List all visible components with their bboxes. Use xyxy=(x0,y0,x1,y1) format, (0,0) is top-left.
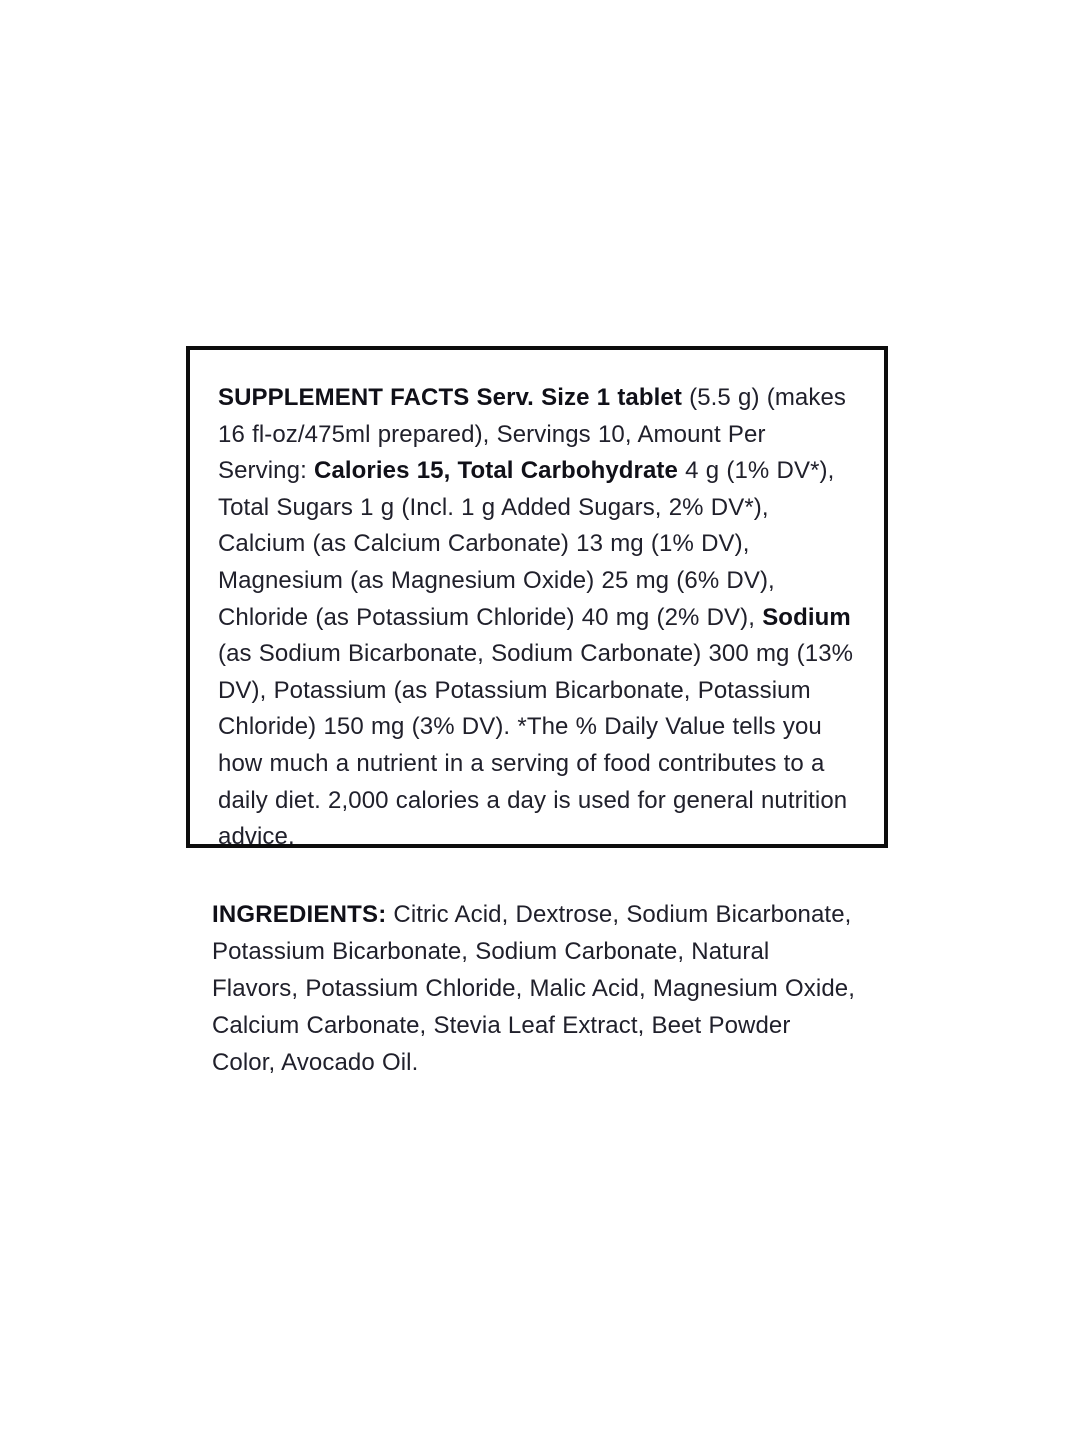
ingredients-heading: INGREDIENTS: xyxy=(212,901,387,928)
nutrient-run-two-and-footnote: (as Sodium Bicarbonate, Sodium Carbonate) 300 mg (13% DV), Potassium (as Potassium Bicarbonate, Potassium Chloride) 150 mg (3% DV). *The % Daily Value tells you how much a nutrient in a serving of food contributes to a daily diet. 2,000 calories a day is used for general nutrition advice. xyxy=(218,640,854,851)
sodium-heading: Sodium xyxy=(762,603,851,631)
serving-size-detail: (5.5 g) (makes 16 fl-oz/475ml prepared), Servings 10, Amount Per Serving: xyxy=(218,384,847,485)
nutrient-run-one: 4 g (1% DV*), Total Sugars 1 g (Incl. 1 g Added Sugars, 2% DV*), Calcium (as Calcium Carbonate) 13 mg (1% DV), Magnesium (as Magnesium Oxide) 25 mg (6% DV), Chloride (as Potassium Chloride) 40 mg (2% DV), xyxy=(218,457,835,631)
supplement-facts-title: SUPPLEMENT FACTS Serv. Size 1 tablet xyxy=(218,384,682,411)
supplement-facts-text xyxy=(218,380,860,856)
calories-carbohydrate-heading: Calories 15, Total Carbohydrate xyxy=(314,457,678,485)
ingredients-list: Citric Acid, Dextrose, Sodium Bicarbonate, Potassium Bicarbonate, Sodium Carbonate, Natural Flavors, Potassium Chloride, Malic Acid, Magnesium Oxide, Calcium Carbonate, Stevia Leaf Extract, Beet Powder Color, Avocado Oil. xyxy=(212,901,855,1076)
ingredients-block xyxy=(212,896,860,1081)
supplement-facts-panel xyxy=(186,346,888,851)
